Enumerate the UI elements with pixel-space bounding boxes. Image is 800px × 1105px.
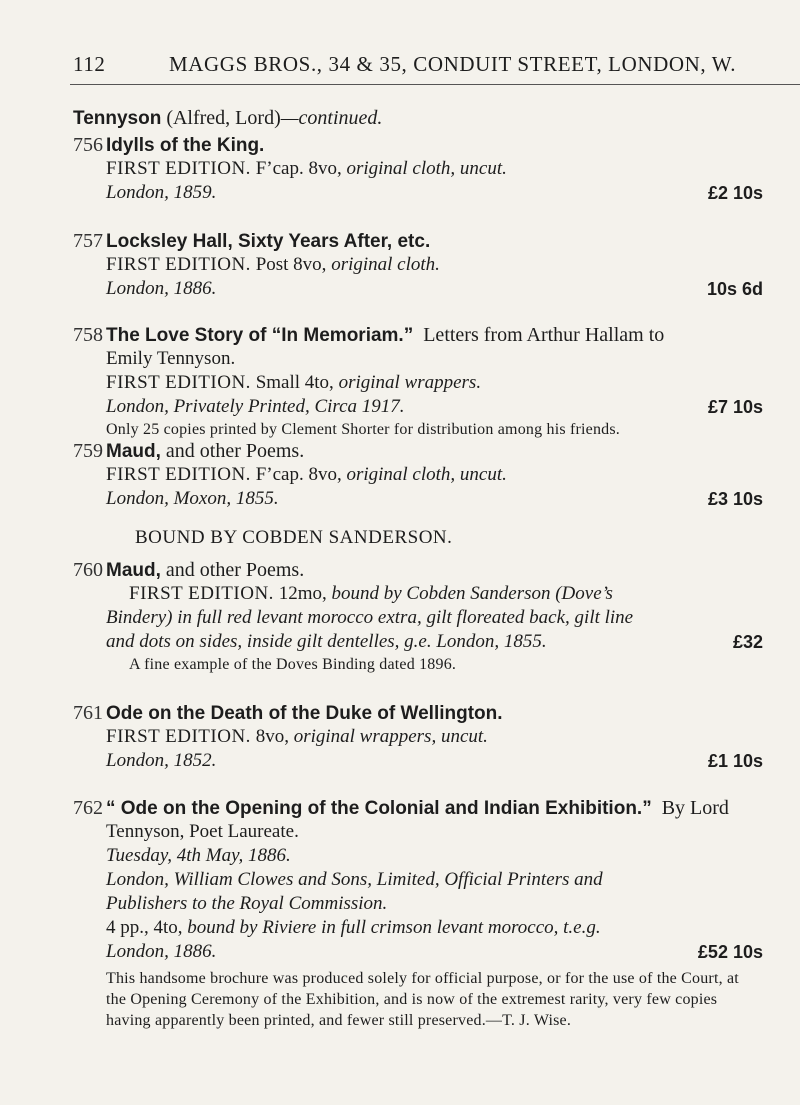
page-number: 112 xyxy=(73,52,106,76)
lot-number: 756 xyxy=(73,134,103,156)
lot-entry-762 xyxy=(73,796,763,1031)
running-header xyxy=(73,52,753,77)
lot-binding: original cloth, uncut. xyxy=(346,464,507,485)
lot-number: 758 xyxy=(73,324,103,346)
lot-title: “ Ode on the Opening of the Colonial and Indian Exhibition.” xyxy=(106,798,652,819)
lot-price: £32 xyxy=(732,632,763,652)
lot-binding-cont: Bindery) in full red levant morocco extra, gilt floreated back, gilt line xyxy=(106,607,634,628)
lot-number: 762 xyxy=(73,797,103,819)
lot-number: 761 xyxy=(73,702,103,724)
lot-title: The Love Story of “In Memoriam.” xyxy=(106,325,414,346)
lot-binding: original cloth. xyxy=(331,254,440,275)
lot-title: Maud, xyxy=(106,441,161,462)
lot-edition: FIRST EDITION. xyxy=(106,372,251,393)
lot-edition: FIRST EDITION. xyxy=(106,726,251,747)
lot-entry-759 xyxy=(73,439,763,511)
lot-note: Only 25 copies printed by Clement Shorter for distribution among his friends. xyxy=(106,421,620,438)
lot-title: Maud, xyxy=(106,560,161,581)
lot-number: 760 xyxy=(73,559,103,581)
lot-format: Small 4to, xyxy=(250,372,339,393)
lot-number: 757 xyxy=(73,230,103,252)
publisher-line: MAGGS BROS., 34 & 35, CONDUIT STREET, LONDON, W. xyxy=(169,52,737,76)
section-heading: BOUND BY COBDEN SANDERSON. xyxy=(135,527,453,548)
lot-price: £52 10s xyxy=(697,942,763,962)
lot-printer-line-cont: Publishers to the Royal Commission. xyxy=(106,893,388,914)
lot-entry-760 xyxy=(73,558,763,675)
header-rule xyxy=(70,84,800,85)
lot-edition: FIRST EDITION. xyxy=(106,158,251,179)
lot-printer-line: London, William Clowes and Sons, Limited, Official Printers and xyxy=(106,869,603,890)
lot-price: £1 10s xyxy=(707,751,763,771)
lot-entry-758 xyxy=(73,323,763,440)
lot-entry-761 xyxy=(73,701,763,773)
author-heading xyxy=(73,107,382,130)
lot-binding: original wrappers. xyxy=(338,372,482,393)
lot-imprint: and dots on sides, inside gilt dentelles, g.e. London, 1855. xyxy=(106,631,547,652)
lot-entry-756 xyxy=(73,133,763,205)
lot-price: £7 10s xyxy=(707,397,763,417)
lot-imprint: London, Privately Printed, Circa 1917. xyxy=(106,396,405,417)
lot-binding: original cloth, uncut. xyxy=(346,158,507,179)
lot-title-rest: Letters from Arthur Hallam to xyxy=(413,324,665,346)
lot-format: 12mo, xyxy=(273,583,332,604)
lot-imprint: London, 1886. xyxy=(106,278,217,299)
lot-binding: original wrappers, uncut. xyxy=(293,726,488,747)
lot-edition: FIRST EDITION. xyxy=(106,254,251,275)
lot-price: 10s 6d xyxy=(706,279,763,299)
lot-number: 759 xyxy=(73,440,103,462)
lot-format: F’cap. 8vo, xyxy=(250,158,347,179)
lot-edition: FIRST EDITION. xyxy=(129,583,274,604)
lot-entry-757 xyxy=(73,229,763,301)
lot-title-rest: and other Poems. xyxy=(160,440,305,462)
lot-title: Ode on the Death of the Duke of Wellington. xyxy=(106,703,503,724)
lot-title: Locksley Hall, Sixty Years After, etc. xyxy=(106,231,431,252)
lot-price: £3 10s xyxy=(707,489,763,509)
lot-format: 8vo, xyxy=(250,726,294,747)
lot-note: A fine example of the Doves Binding dated 1896. xyxy=(129,656,457,673)
lot-format: Post 8vo, xyxy=(250,254,332,275)
lot-title-continued: Emily Tennyson. xyxy=(106,348,236,369)
lot-binding: bound by Cobden Sanderson (Dove’s xyxy=(331,583,613,604)
lot-format: F’cap. 8vo, xyxy=(250,464,347,485)
lot-imprint: London, 1886. xyxy=(106,941,217,962)
lot-date-line: Tuesday, 4th May, 1886. xyxy=(106,845,291,866)
lot-price: £2 10s xyxy=(707,183,763,203)
lot-imprint: London, 1859. xyxy=(106,182,217,203)
lot-title-rest: and other Poems. xyxy=(160,559,305,581)
lot-edition: FIRST EDITION. xyxy=(106,464,251,485)
lot-format: 4 pp., 4to, xyxy=(106,917,188,938)
lot-note: This handsome brochure was produced solely for official purpose, or for the use of the Court, at the Opening Ceremony of the Exhibition, and is now of the extremest rarity, very few copies having apparently been printed, and fewer still preserved.—T. J. Wise. xyxy=(106,970,739,1029)
lot-imprint: London, 1852. xyxy=(106,750,217,771)
lot-title: Idylls of the King. xyxy=(106,135,265,156)
lot-binding: bound by Riviere in full crimson levant morocco, t.e.g. xyxy=(187,917,601,938)
author-details: (Alfred, Lord) xyxy=(161,107,281,129)
lot-title-rest: By Lord xyxy=(651,797,729,819)
lot-imprint: London, Moxon, 1855. xyxy=(106,488,279,509)
lot-title-continued: Tennyson, Poet Laureate. xyxy=(106,821,299,842)
author-name: Tennyson xyxy=(73,108,162,129)
author-continued: —continued. xyxy=(280,107,383,129)
